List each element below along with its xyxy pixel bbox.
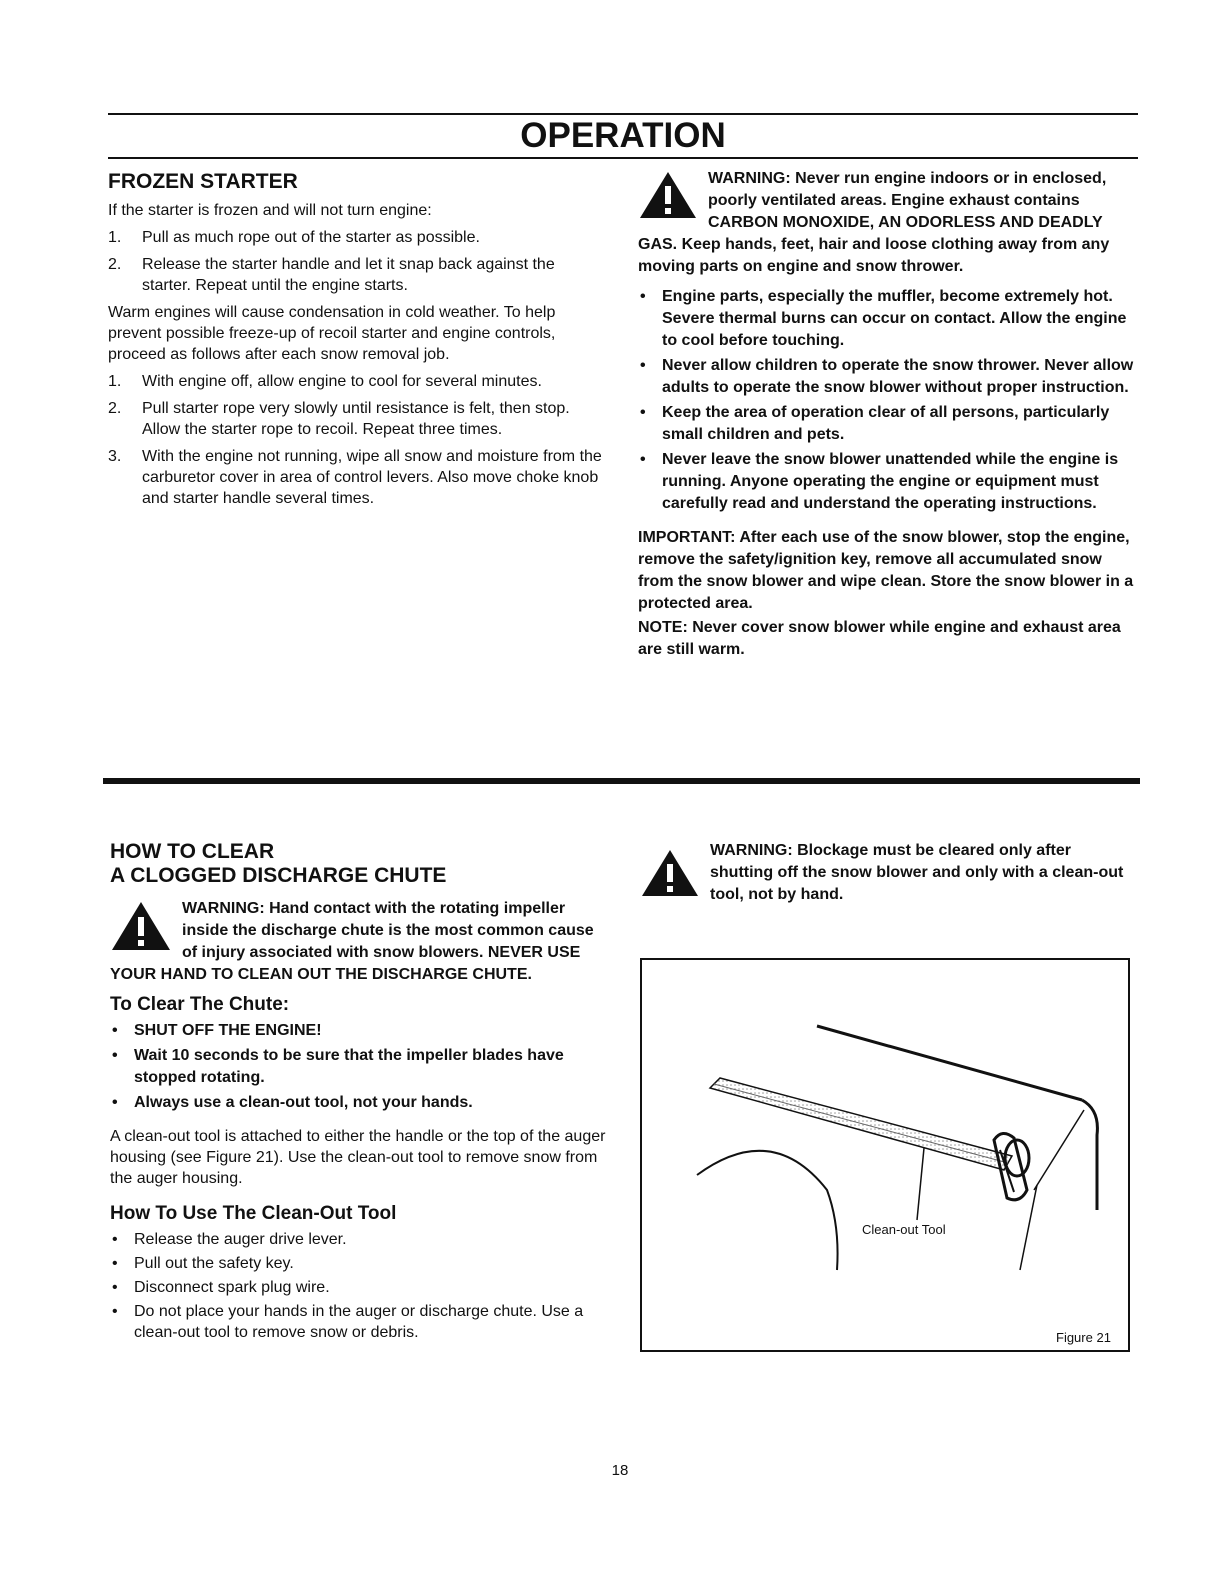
important-note: IMPORTANT: After each use of the snow blower, stop the engine, remove the safety/ignition key, remove all accumulated snow from the snow blower and wipe clean. Store the snow blower in a protected area. (638, 529, 1134, 612)
warning-triangle-icon (640, 848, 700, 898)
page-number: 18 (611, 1462, 629, 1479)
clean-out-paragraph: A clean-out tool is attached to either the handle or the top of the auger housing (see Figure 21). Use the clean-out tool to remove snow from the auger housing. (110, 1128, 606, 1187)
frozen-starter-steps (108, 227, 608, 296)
impeller-warning-body: WARNING: Hand contact with the rotating impeller inside the discharge chute is the most common cause of injury associated with snow blowers. NEVER USE YOUR HAND TO CLEAN OUT THE DISCHARGE CHUTE. (110, 900, 594, 983)
engine-warning-section (638, 168, 1134, 661)
step-text: Pull starter rope very slowly until resistance is felt, then stop. Allow the starter rope to recoil. Repeat three times. (142, 400, 570, 438)
blockage-warning (640, 840, 1130, 906)
list-item: • Disconnect spark plug wire. (112, 1279, 330, 1296)
frozen-starter-section (108, 170, 608, 515)
step-text: Pull as much rope out of the starter as possible. (142, 229, 480, 246)
list-item: • Do not place your hands in the auger or discharge chute. Use a clean-out tool to remove snow or debris. (112, 1303, 584, 1341)
freeze-prevention-steps (108, 371, 608, 509)
bullet-text: Always use a clean-out tool, not your hands. (134, 1094, 473, 1111)
figure-callout: Clean-out Tool (862, 1222, 946, 1237)
warning-triangle-icon (638, 170, 698, 220)
frozen-starter-heading: FROZEN STARTER (108, 170, 298, 193)
storage-note: NOTE: Never cover snow blower while engine and exhaust area are still warm. (638, 619, 1121, 658)
how-to-use-bullets (110, 1229, 610, 1343)
condensation-paragraph: Warm engines will cause condensation in cold weather. To help prevent possible freeze-up of recoil starter and engine controls, proceed as follows after each snow removal job. (108, 304, 556, 363)
list-item: • Release the auger drive lever. (112, 1231, 347, 1248)
bullet-text: Release the auger drive lever. (134, 1231, 347, 1248)
clogged-chute-heading-line1: HOW TO CLEAR (110, 840, 275, 863)
clogged-chute-heading-line2: A CLOGGED DISCHARGE CHUTE (110, 864, 447, 887)
list-item: • SHUT OFF THE ENGINE! (112, 1022, 322, 1039)
to-clear-bullets (110, 1020, 610, 1114)
to-clear-subheading: To Clear The Chute: (110, 994, 290, 1015)
step-number: 3. (108, 448, 122, 465)
bullet-text: Disconnect spark plug wire. (134, 1279, 330, 1296)
step-number: 2. (108, 400, 122, 417)
list-item (108, 371, 608, 392)
bullet-text: SHUT OFF THE ENGINE! (134, 1022, 322, 1039)
step-number: 2. (108, 256, 122, 273)
frozen-starter-intro: If the starter is frozen and will not turn engine: (108, 202, 432, 219)
blockage-warning-body: WARNING: Blockage must be cleared only after shutting off the snow blower and only with a clean-out tool, not by hand. (710, 842, 1124, 903)
list-item: • Engine parts, especially the muffler, become extremely hot. Severe thermal burns can occur on contact. Allow the engine to cool before touching. (640, 288, 1127, 349)
bullet-text: Pull out the safety key. (134, 1255, 294, 1272)
clean-out-tool-illustration (642, 960, 1128, 1350)
impeller-warning (110, 898, 610, 986)
list-item: • Never leave the snow blower unattended while the engine is running. Anyone operating the engine or equipment must carefully read and understand the operating instructions. (640, 451, 1119, 512)
bullet-text: Never leave the snow blower unattended while the engine is running. Anyone operating the engine or equipment must carefully read and understand the operating instructions. (662, 451, 1119, 512)
how-to-use-subheading: How To Use The Clean-Out Tool (110, 1203, 397, 1224)
list-item: • Wait 10 seconds to be sure that the impeller blades have stopped rotating. (112, 1047, 564, 1086)
figure-caption: Figure 21 (1056, 1330, 1111, 1345)
list-item: • Always use a clean-out tool, not your hands. (112, 1094, 473, 1111)
engine-warning-text (638, 168, 1134, 278)
list-item (108, 446, 608, 509)
step-number: 1. (108, 373, 122, 390)
clogged-chute-section (110, 840, 610, 1347)
bullet-text: Wait 10 seconds to be sure that the impeller blades have stopped rotating. (134, 1047, 564, 1086)
section-divider (103, 778, 1140, 784)
warning-triangle-icon (110, 900, 172, 952)
list-item: • Keep the area of operation clear of all persons, particularly small children and pets. (640, 404, 1110, 443)
step-text: With the engine not running, wipe all snow and moisture from the carburetor cover in area of control levers. Also move choke knob and starter handle several times. (142, 448, 602, 507)
figure-21 (640, 958, 1130, 1352)
list-item (108, 227, 608, 248)
bullet-text: Keep the area of operation clear of all persons, particularly small children and pets. (662, 404, 1110, 443)
bullet-text: Do not place your hands in the auger or discharge chute. Use a clean-out tool to remove snow or debris. (134, 1303, 584, 1341)
step-text: Release the starter handle and let it snap back against the starter. Repeat until the engine starts. (142, 256, 555, 294)
header-top-rule (108, 113, 1138, 115)
engine-warning-body: WARNING: Never run engine indoors or in enclosed, poorly ventilated areas. Engine exhaust contains CARBON MONOXIDE, AN ODORLESS AND DEADLY GAS. Keep hands, feet, hair and loose clothing away from any moving parts on engine and snow thrower. (638, 170, 1110, 275)
bullet-text: Never allow children to operate the snow thrower. Never allow adults to operate the snow blower without proper instruction. (662, 357, 1134, 396)
step-text: With engine off, allow engine to cool for several minutes. (142, 373, 542, 390)
list-item (108, 254, 608, 296)
list-item (108, 398, 608, 440)
header-bottom-rule (108, 157, 1138, 159)
list-item: • Pull out the safety key. (112, 1255, 294, 1272)
step-number: 1. (108, 229, 122, 246)
list-item: • Never allow children to operate the snow thrower. Never allow adults to operate the snow blower without proper instruction. (640, 357, 1134, 396)
engine-warning-bullets (638, 286, 1134, 515)
bullet-text: Engine parts, especially the muffler, become extremely hot. Severe thermal burns can occur on contact. Allow the engine to cool before touching. (662, 288, 1127, 349)
page-title: OPERATION (520, 116, 726, 155)
